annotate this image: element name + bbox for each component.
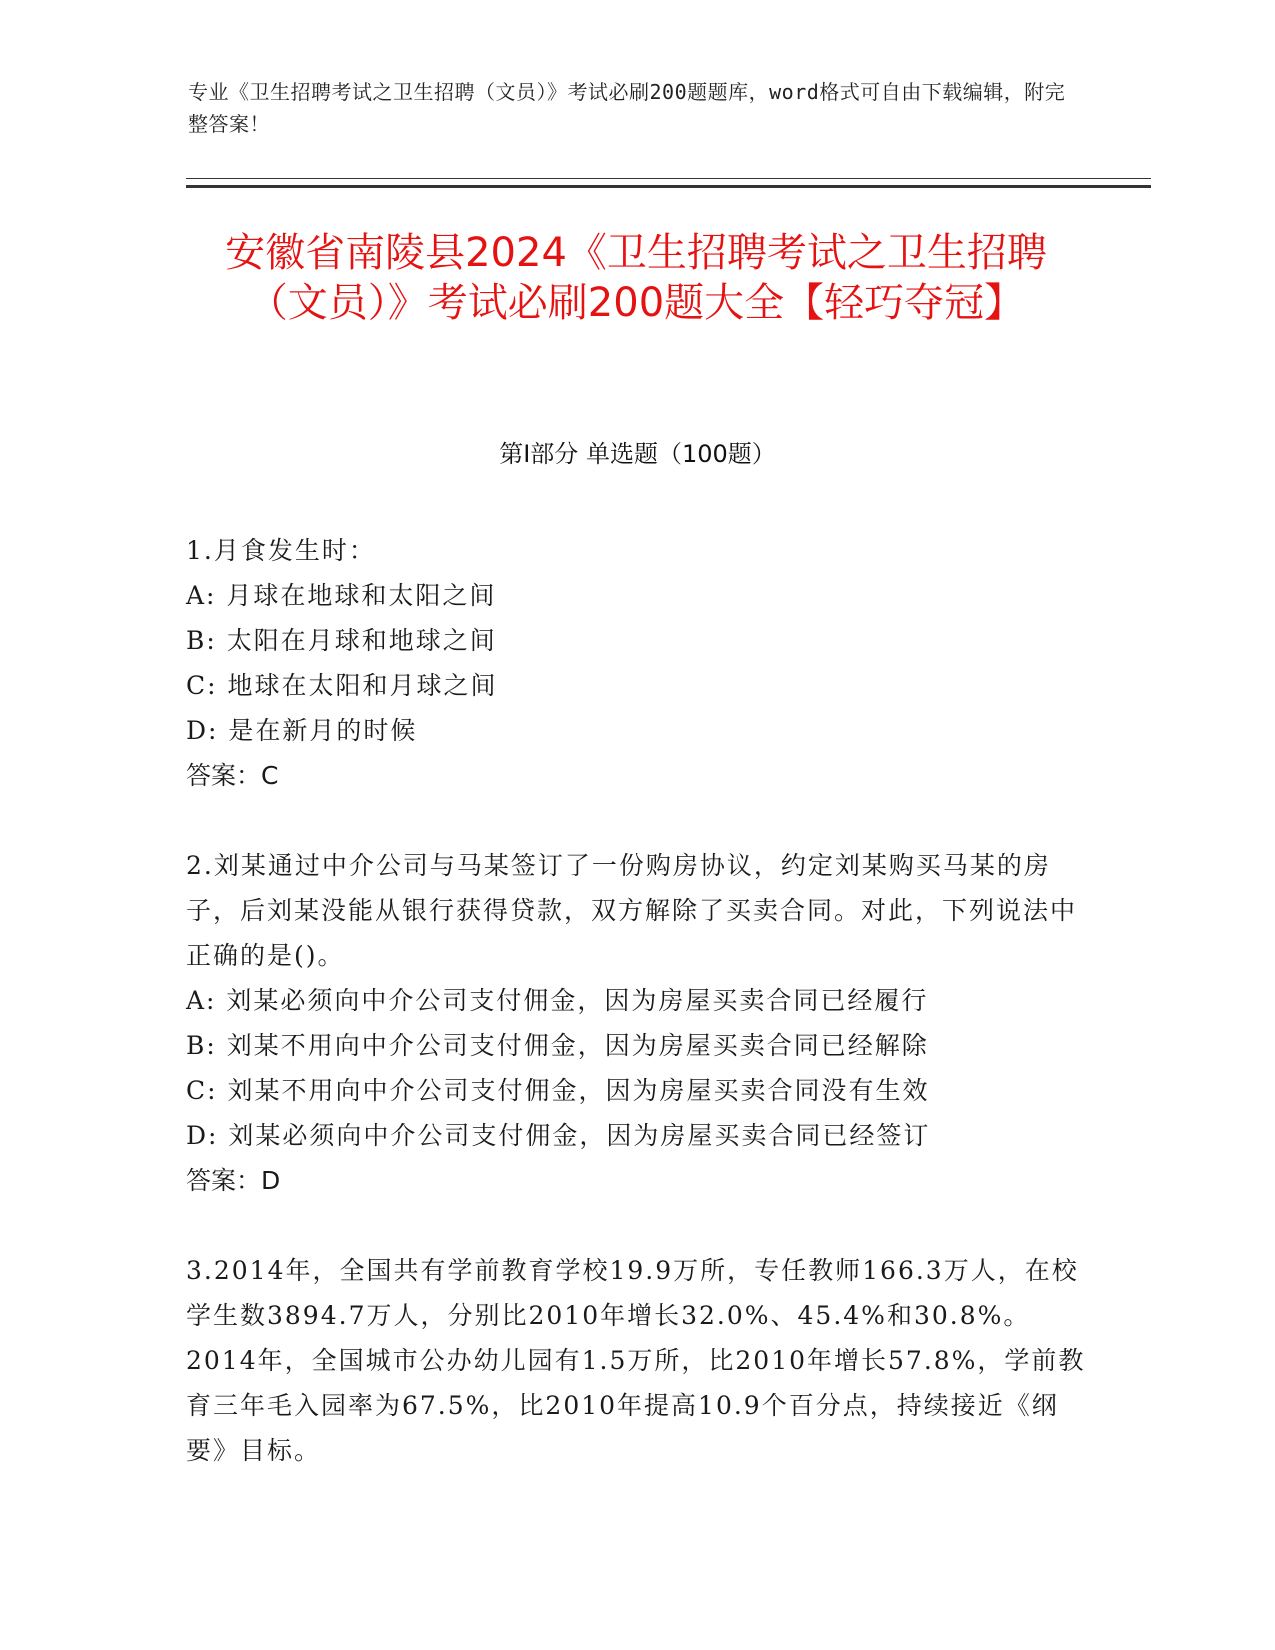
document-title: 安徽省南陵县2024《卫生招聘考试之卫生招聘（文员）》考试必刷200题大全【轻巧夺冠】 bbox=[225, 230, 1047, 326]
header-divider-thin bbox=[186, 178, 1151, 179]
option-a: A: 月球在地球和太阳之间 bbox=[186, 581, 497, 610]
question-stem: 3.2014年，全国共有学前教育学校19.9万所，专任教师166.3万人，在校学生数3894.7万人，分别比2010年增长32.0%、45.4%和30.8%。2014年，全国城市公办幼儿园有1.5万所，比2010年增长57.8%，学前教育三年毛入园率为67.5%，比2010年提高10.9个百分点，持续接近《纲要》目标。 bbox=[186, 1256, 1086, 1465]
answer-line: 答案：D bbox=[186, 1166, 281, 1195]
option-c: C: 地球在太阳和月球之间 bbox=[186, 671, 498, 700]
question-stem: 1.月食发生时： bbox=[186, 536, 376, 565]
question-3 bbox=[186, 1248, 1086, 1473]
option-a: A: 刘某必须向中介公司支付佣金，因为房屋买卖合同已经履行 bbox=[186, 986, 929, 1015]
question-stem: 2.刘某通过中介公司与马某签订了一份购房协议，约定刘某购买马某的房子，后刘某没能从银行获得贷款，双方解除了买卖合同。对此，下列说法中正确的是()。 bbox=[186, 851, 1078, 970]
option-c: C: 刘某不用向中介公司支付佣金，因为房屋买卖合同没有生效 bbox=[186, 1076, 930, 1105]
option-b: B: 太阳在月球和地球之间 bbox=[186, 626, 497, 655]
header-note: 专业《卫生招聘考试之卫生招聘（文员）》考试必刷200题题库，word格式可自由下载编辑，附完整答案！ bbox=[188, 80, 1066, 136]
header-divider-thick bbox=[186, 185, 1151, 188]
answer-line: 答案：C bbox=[186, 761, 279, 790]
option-b: B: 刘某不用向中介公司支付佣金，因为房屋买卖合同已经解除 bbox=[186, 1031, 929, 1060]
question-list bbox=[186, 528, 1086, 1518]
section-heading: 第I部分 单选题（100题） bbox=[499, 440, 776, 468]
option-d: D: 是在新月的时候 bbox=[186, 716, 418, 745]
option-d: D: 刘某必须向中介公司支付佣金，因为房屋买卖合同已经签订 bbox=[186, 1121, 931, 1150]
question-2 bbox=[186, 843, 1086, 1203]
question-1 bbox=[186, 528, 1086, 798]
